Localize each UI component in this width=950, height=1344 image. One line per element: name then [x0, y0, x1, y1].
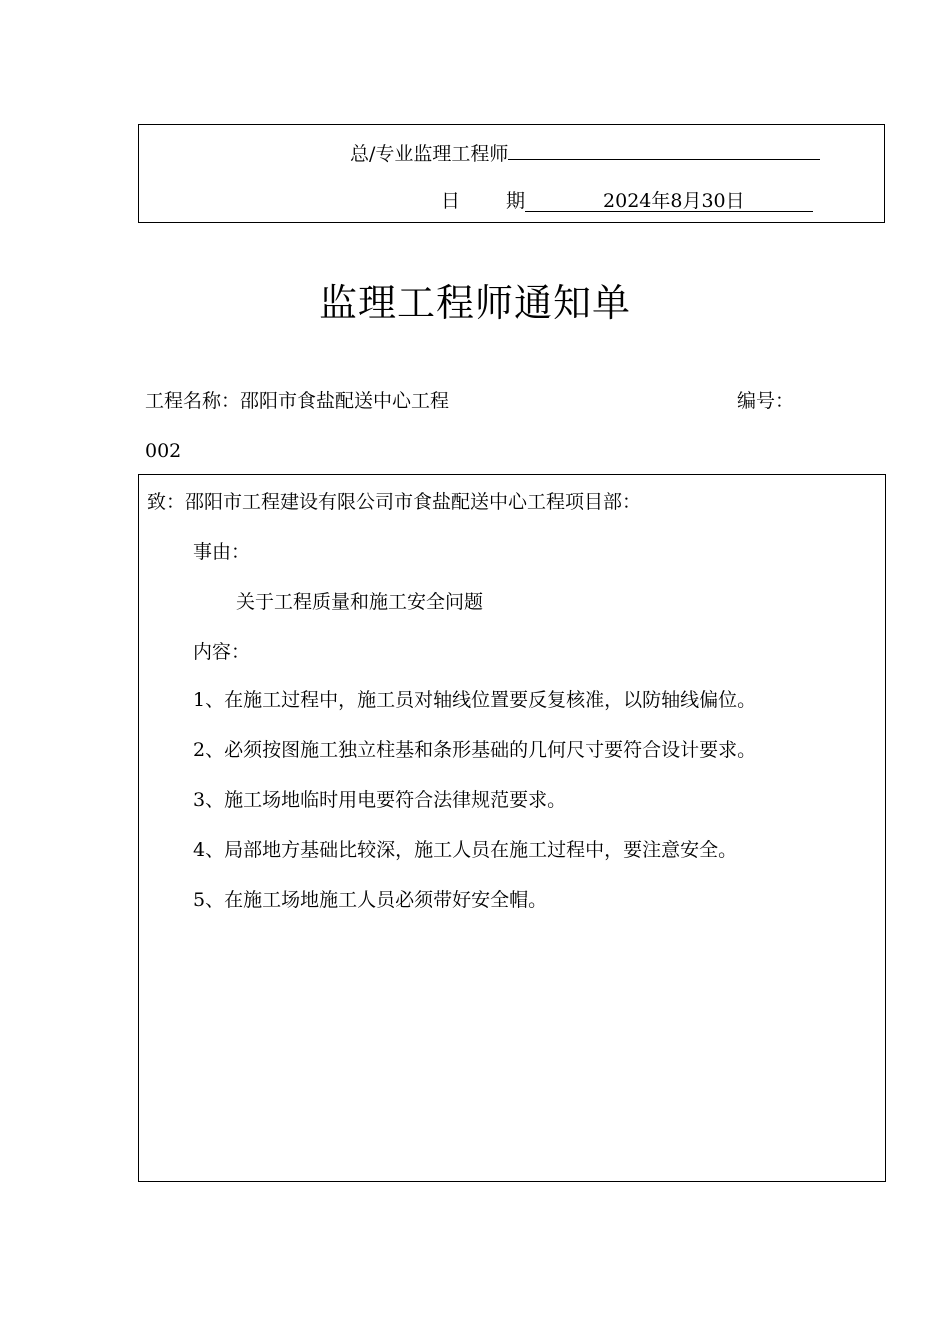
engineer-label: 总/专业监理工程师	[350, 143, 509, 165]
content-item: 4、局部地方基础比较深，施工人员在施工过程中，要注意安全。	[193, 839, 738, 861]
serial-label: 编号：	[737, 390, 795, 412]
content-item: 3、施工场地临时用电要符合法律规范要求。	[193, 789, 567, 811]
engineer-signature-row	[350, 139, 820, 166]
content-item: 1、在施工过程中，施工员对轴线位置要反复核准，以防轴线偏位。	[193, 689, 757, 711]
date-label-second: 期	[506, 190, 526, 212]
reason-text: 关于工程质量和施工安全问题	[236, 591, 484, 613]
signature-box	[138, 124, 885, 223]
notice-box	[138, 474, 886, 1182]
engineer-signature-blank	[508, 139, 820, 160]
date-value: 2024年8月30日	[525, 189, 813, 212]
project-name: 工程名称：邵阳市食盐配送中心工程	[145, 390, 450, 412]
document-title: 监理工程师通知单	[318, 281, 631, 325]
content-label: 内容：	[193, 641, 251, 663]
date-label-first: 日	[441, 190, 461, 212]
recipient-line: 致：邵阳市工程建设有限公司市食盐配送中心工程项目部：	[147, 491, 642, 513]
serial-value: 002	[145, 440, 182, 462]
content-item: 5、在施工场地施工人员必须带好安全帽。	[193, 889, 548, 911]
reason-label: 事由：	[193, 541, 251, 563]
date-row	[441, 189, 813, 213]
content-item: 2、必须按图施工独立柱基和条形基础的几何尺寸要符合设计要求。	[193, 739, 757, 761]
